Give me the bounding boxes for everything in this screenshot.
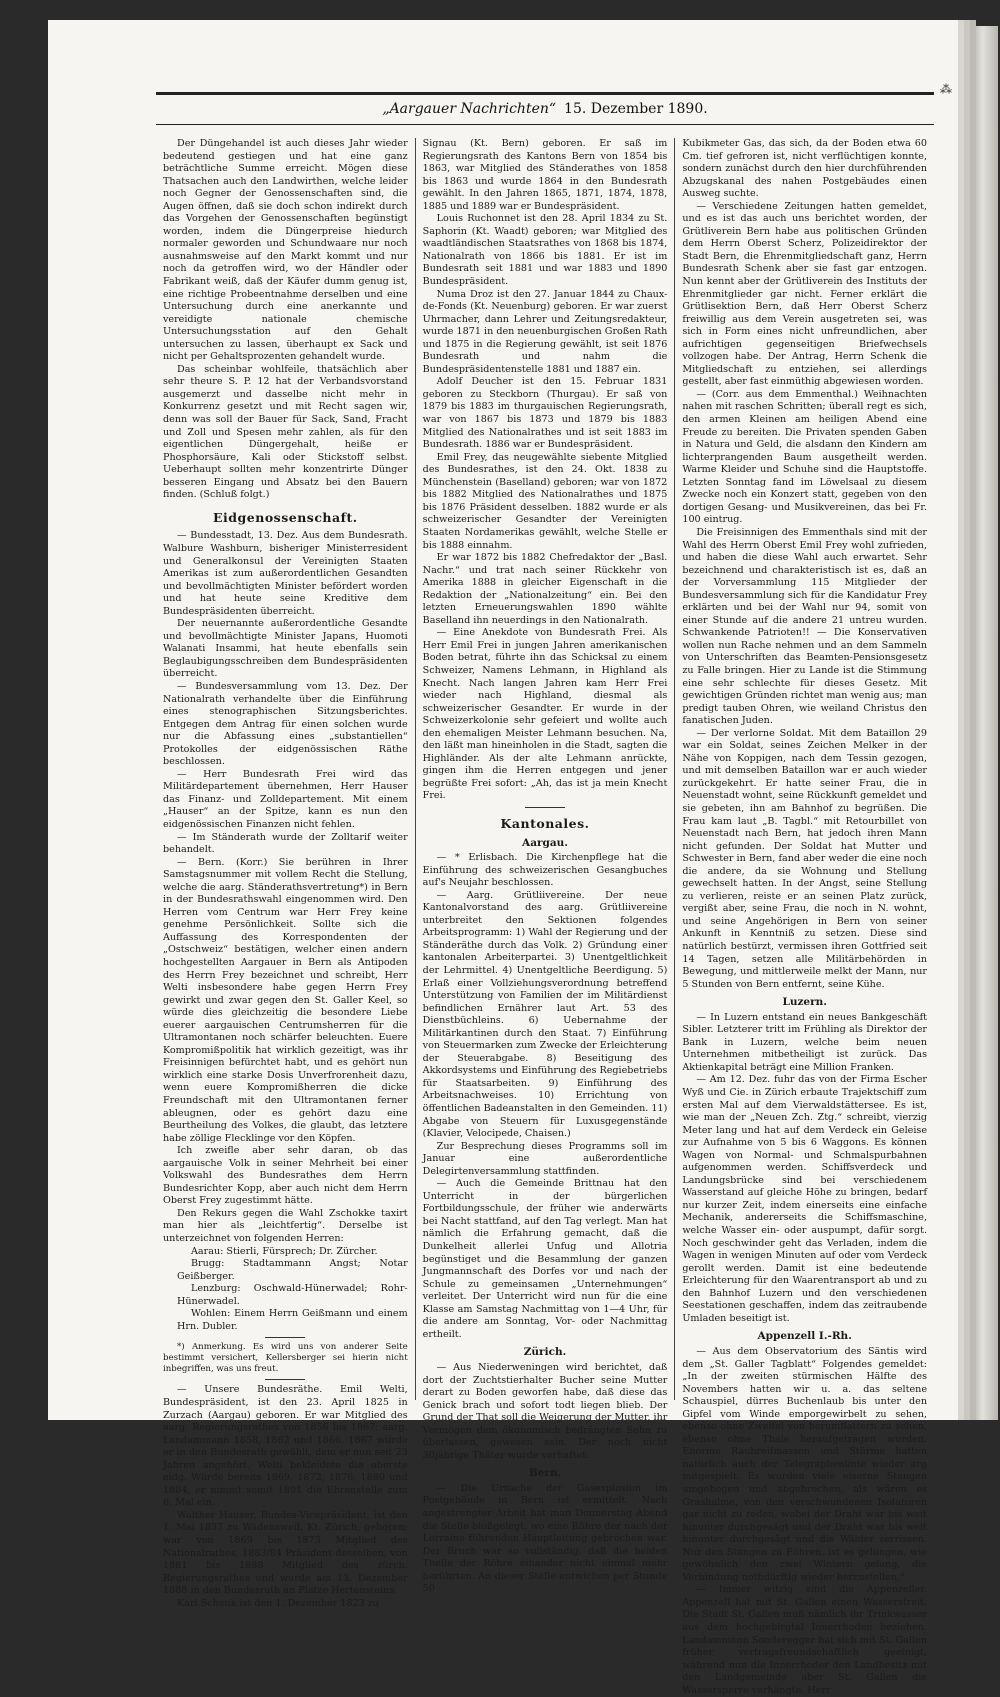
paragraph: Der Düngehandel ist auch dieses Jahr wieder bedeutend gestiegen und hat eine ganz beträchtliche Summe erreicht. Mögen diese Thatsachen auch den Landwirthen, welche leider noch Gegner der Genossenschaften sind, die Augen öffnen, daß sie doch schon indirekt durch das Vorgehen der Genossenschaften begünstigt worden, indem die Düngerpreise hiedurch normaler geworden und Schundwaare nur noch ausnahmsweise auf den Markt kommt und nur noch da getroffen wird, wo der Händler oder Fabrikant weiß, daß der Käufer dumm genug ist, eine richtige Probeentnahme derselben und eine Untersuchung durch eine anerkannte und vereidigte nationale chemische Untersuchungsstation auf den Gehalt untersuchen zu lassen, überhaupt ex Sack und nicht per Gehaltsprozenten gehandelt wurde. xyxy=(163,138,408,363)
paragraph: — Eine Anekdote von Bundesrath Frei. Als Herr Emil Frei in jungen Jahren amerikanischen Boden betrat, führte ihn das Schicksal zu einem Schweizer, Namens Lehmann, in Highland als Knecht. Nach langen Jahren kam Herr Frei wieder nach Highland, diesmal als schweizerischer Gesandter. Er wurde in der Schweizerkolonie sehr gefeiert und wollte auch den ehemaligen Meister Lehmann besuchen. Na, den läßt man hineinholen in die Stadt, sagten die Highländer. Als der alte Lehmann anrückte, gingen ihm die Herren entgegen und jener begrüßte Frei sofort: „Ah, das ist ja mein Knecht Frei. xyxy=(422,627,668,802)
subsection-heading: Luzern. xyxy=(782,996,827,1009)
divider xyxy=(525,807,565,808)
issue-date: 15. Dezember 1890. xyxy=(564,101,708,117)
subsection-heading: Bern. xyxy=(528,1467,562,1480)
article-columns xyxy=(156,138,934,1696)
paragraph: — Aarg. Grütliivereine. Der neue Kantonalvorstand des aarg. Grütliivereine unterbreitet den Sektionen folgendes Arbeitsprogramm: 1) Wahl der Regierung und der Ständeräthe durch das Volk. 2) Gründung einer kantonalen Arbeiterpartei. 3) Unentgeltlichkeit der Lehrmittel. 4) Unentgeltliche Beerdigung. 5) Erlaß einer Vollziehungsverordnung betreffend Unterstützung von Familien der im Militärdienst befindlichen Ernährer laut Art. 53 des Dienstbüchleins. 6) Uebernahme der Militärkantinen durch den Staat. 7) Einführung von Steuermarken zum Zwecke der Erleichterung der Steuerabgabe. 8) Beseitigung des Akkordsystems und Einführung des Regiebetriebs für Staatsarbeiten. 9) Einführung des Arbeitsnachweises. 10) Errichtung von öffentlichen Badeanstalten in den Gemeinden. 11) Abgabe von Steuern für Luxusgegenstände (Klavier, Velocipede, Chaisen.) xyxy=(422,889,668,1140)
list-item: Lenzburg: Oschwald-Hünerwadel; Rohr-Hünerwadel. xyxy=(177,1283,408,1307)
paragraph: — Auch die Gemeinde Brittnau hat den Unterricht in der bürgerlichen Fortbildungsschule, der früher wie anderwärts bei Nacht stattfand, auf den Tag verlegt. Man hat nämlich die Erfahrung gemacht, daß die Dunkelheit allerlei Unfug und Allotria begünstiget und die Besammlung der ganzen Jungmannschaft des Dorfes vor und nach der Schule zu gemeinsamen „Unternehmungen“ verleitet. Der Unterricht wird nun für die eine Klasse am Samstag Nachmittag von 1—4 Uhr, für die andere am Sonntag, Vor- oder Nachmittag ertheilt. xyxy=(422,1178,668,1340)
header-rule-bottom xyxy=(156,124,934,125)
paragraph: Den Rekurs gegen die Wahl Zschokke taxirt man hier als „leichtfertig“. Derselbe ist unterzeichnet von folgenden Herren: xyxy=(163,1207,408,1245)
column-3 xyxy=(674,138,934,1696)
corner-mark: ⁂ xyxy=(940,82,952,96)
newspaper-page xyxy=(48,20,958,1696)
paragraph: — Verschiedene Zeitungen hatten gemeldet, und es ist das auch uns berichtet worden, der Grütliverein Bern habe aus politischen Gründen dem Herrn Oberst Scherz, Polizeidirektor der Stadt Bern, die Ehrenmitgliedschaft ganz, Herrn Bundesrath Schenk aber sie fast gar entzogen. Nun kennt aber der Grütliverein des Instituts der Ehrenmitglieder gar nicht. Ferner erklärt die Grütlisektion Bern, daß Herr Oberst Scherz freiwillig aus dem Verein ausgetreten sei, was sich in Form eines nicht unfreundlichen, aber aufrichtigen gegenseitigen Briefwechsels vollzogen habe. Der Antrag, Herrn Schenk die Mitgliedschaft zu entziehen, sei allerdings gestellt, aber fast einmüthig abgewiesen worden. xyxy=(682,200,928,388)
paragraph: Ich zweifle aber sehr daran, ob das aargauische Volk in seiner Mehrheit bei einer Volkswahl des Bundesrathes dem Herrn Bundesrichter Kopp, aber auch nicht dem Herrn Oberst Frey zugestimmt hätte. xyxy=(163,1145,408,1207)
paragraph: — Aus dem Observatorium des Säntis wird dem „St. Galler Tagblatt“ Folgendes gemeldet: „In der zweiten stürmischen Hälfte des Novembers hatten wir u. a. das seltene Schauspiel, dürres Buchenlaub bis unter den Gipfel vom Winde emporgewirbelt zu sehen, ebenso ohne Zweifel von herumflattern zu sehen, ebenso ohne Thale heraufgetragen wurden. Enorme Rauhreifmassen und Stürme hatten natürlich auch der Telegraphenlinie wieder arg mitgespielt. Es wurden viele eiserne Stangen umgebogen und abgebrochen, als wären es Grashalme, von den verschwundenen Isolatoren gar nicht zu reden, wobei der Draht war bis weit hinunter durchgesägt und der Draht war bis weit hinunter durchgesägt und die Wälder zerrissen. Nur den Stangen zu Führen, ist es gelungen, wie gewöhnlich den zwei Wintern gelang, die Verbindung nothdürftig wieder herzustellen.“ xyxy=(682,1345,928,1583)
page-header xyxy=(156,96,934,122)
column-1 xyxy=(156,138,415,1609)
paragraph: Adolf Deucher ist den 15. Februar 1831 geboren zu Steckborn (Thurgau). Er saß von 1879 bis 1883 im thurgauischen Regierungsrath, war von 1867 bis 1873 und 1879 bis 1883 Mitglied des Nationalrathes und ist seit 1883 im Bundesrath. 1886 war er Bundespräsident. xyxy=(422,376,668,451)
paragraph: Er war 1872 bis 1882 Chefredaktor der „Basl. Nachr.“ und trat nach seiner Rückkehr von Amerika 1888 in gleicher Eigenschaft in die Redaktion der „Nationalzeitung“ ein. Bei den letzten Erneuerungswahlen 1890 wählte Baselland ihn neuerdings in den Nationalrath. xyxy=(422,552,668,626)
list-item: Brugg: Stadtammann Angst; Notar Geißberger. xyxy=(177,1258,408,1282)
paragraph: — Unsere Bundesräthe. Emil Welti, Bundespräsident, ist den 23. April 1825 in Zurzach (Aargau) geboren. Er war Mitglied des aarg. Regierungsrathes von 1856 bis 1867; aarg. Landammann 1858, 1862 und 1866. 1867 wurde er in den Bundesrath gewählt, dem er nun seit 23 Jahren angehört. Welti bekleidete die oberste eidg. Würde bereits 1869, 1872, 1876, 1880 und 1884, er nimmt somit 1891 die Ehrenstelle zum 6. Mal ein. xyxy=(163,1384,408,1509)
paragraph: Walther Hauser, Bundes-Vicepräsident, ist den 1. Mai 1837 zu Wädensweil, Kt. Zürich, geboren; war von 1869 bis 1873 Mitglied des Nationalrathes, 1883/84 Präsident desselben, von 1881 bis 1888 Mitglied des zürch. Regierungsrathes und wurde am 13. Dezember 1888 in den Bundesrath an Platze Hertensteins. xyxy=(163,1509,408,1597)
subsection-heading: Aargau. xyxy=(522,836,568,849)
paragraph: Die Freisinnigen des Emmenthals sind mit der Wahl des Herrn Oberst Emil Frey wohl zufrieden, und haben die diese Wahl auch erwartet. Sehr bezeichnend und charakteristisch ist es, daß an der Vorversammlung 115 Mitglieder der Bundesversammlung sich für die Kandidatur Frey erklärten und bei der Wahl nur 94, somit von einer Stunde auf die andere 21 untreu wurden. Schwankende Patrioten!! — Die Konservativen wollen nun Rache nehmen und an dem Sammeln von Unterschriften das Beamten-Pensionsgesetz zu Falle bringen. Hier zu Lande ist die Stimmung eine sehr schlechte für dieses Gesetz. Mit gewichtigen Gründen richtet man wenig aus; man predigt tauben Ohren, wie weiland Christus den fanatischen Juden. xyxy=(682,526,928,727)
newspaper-title: „Aargauer Nachrichten“ xyxy=(382,101,557,117)
paragraph: Karl Schenk ist den 1. Dezember 1823 zu xyxy=(177,1597,379,1609)
paragraph: — Herr Bundesrath Frei wird das Militärdepartement übernehmen, Herr Hauser das Finanz- und Zolldepartement. Mit einem „Hauser“ an der Spitze, kann es nun den eidgenössischen Finanzen nicht fehlen. xyxy=(163,768,408,830)
paragraph: Der neuernannte außerordentliche Gesandte und bevollmächtigte Minister Japans, Huomoti Walanati Insammi, hat heute ebenfalls sein Beglaubigungsschreiben dem Bundespräsidenten überreicht. xyxy=(163,618,408,680)
list-item: Wohlen: Einem Herrn Geißmann und einem Hrn. Dubler. xyxy=(177,1308,408,1332)
paragraph: — Im Ständerath wurde der Zolltarif weiter behandelt. xyxy=(163,831,408,856)
paragraph: Signau (Kt. Bern) geboren. Er saß im Regierungsrath des Kantons Bern von 1854 bis 1863, war Mitglied des Ständerathes von 1858 bis 1863 und wurde 1864 in den Bundesrath gewählt. In den Jahren 1865, 1871, 1874, 1878, 1885 und 1889 war er Bundespräsident. xyxy=(422,138,668,212)
page-stack-edge xyxy=(960,26,998,1420)
paragraph: Numa Droz ist den 27. Januar 1844 zu Chaux-de-Fonds (Kt. Neuenburg) geboren. Er war zuerst Uhrmacher, dann Lehrer und Zeitungsredakteur, wurde 1871 in den neuenburgischen Großen Rath und 1875 in die Regierung gewählt, ist seit 1876 Bundesrath und nahm die Bundespräsidentenstelle 1881 und 1887 ein. xyxy=(422,288,668,375)
column-2 xyxy=(415,138,675,1595)
paragraph: Louis Ruchonnet ist den 28. April 1834 zu St. Saphorin (Kt. Waadt) geboren; war Mitglied des waadtländischen Staatsrathes von 1868 bis 1874, Nationalrath von 1866 bis 1881. Er ist im Bundesrath seit 1881 und war 1883 und 1890 Bundespräsident. xyxy=(422,213,668,288)
divider xyxy=(265,1379,305,1380)
paragraph: — In Luzern entstand ein neues Bankgeschäft Sibler. Letzterer tritt im Frühling als Direktor der Bank in Luzern, welche beim neuen Unternehmen mitbetheiligt ist zurück. Das Aktienkapital beträgt eine Million Franken. xyxy=(682,1011,928,1073)
paragraph: — Bundesstadt, 13. Dez. Aus dem Bundesrath. Walbure Washburn, bisheriger Ministerresident und Generalkonsul der Vereinigten Staaten Amerikas ist zum außerordentlichen Gesandten und bevollmächtigten Minister befördert worden und hat heute seine Kreditive dem Bundespräsidenten überreicht. xyxy=(163,530,408,617)
subsection-heading: Zürich. xyxy=(523,1346,567,1359)
paragraph: Kubikmeter Gas, das sich, da der Boden etwa 60 Cm. tief gefroren ist, nicht verflüchtigen konnte, sondern zunächst durch den hier durchführenden Abzugskanal des nahen Postgebäudes einen Ausweg suchte. xyxy=(682,138,928,200)
paragraph: — Bundesversammlung vom 13. Dez. Der Nationalrath verhandelte über die Einführung eines stenographischen Sitzungsberichtes. Entgegen dem Antrag für einen solchen wurde nur die Abfassung eines „substantiellen“ Protokolles der eidgenössischen Räthe beschlossen. xyxy=(163,680,408,768)
paragraph: — Der verlorne Soldat. Mit dem Bataillon 29 war ein Soldat, seines Zeichen Melker in der Nähe von Koppigen, nach dem Tessin gezogen, und mit demselben Bataillon war er auch wieder zurückgekehrt. Er hatte seiner Frau, die in Neuenstadt wohnt, seine Rückkunft gemeldet und sie gebeten, ihn am Bahnhof zu begrüßen. Die Frau kam laut „B. Tagbl.“ mit Retourbillet von Neuenstadt nach Bern, hat jedoch ihren Mann nicht gefunden. Der Soldat hat Mutter und Schwester in Bern, fand aber weder die eine noch die andere, da sie Wohnung und Stellung gewechselt hatten. In der Angst, seine Stellung zu verlieren, reiste er an seinen Platz zurück, vergißt aber, seine Frau, die noch in N. wohnt, und seine Angehörigen in Bern von seiner Ankunft in Kenntniß zu setzen. Diese sind natürlich bestürzt, vermissen ihren Gottfried seit 14 Tagen, setzen alle Militärbehörden in Bewegung, und mittlerweile melkt der Mann, nur 5 Stunden von Bern entfernt, seine Kühe. xyxy=(682,727,928,990)
subsection-heading: Appenzell I.-Rh. xyxy=(757,1330,852,1343)
paragraph: — Die Ursache der Gasexplosion im Postgebäude in Bern ist ermittelt. Nach angestrengter Arbeit hat man Donnerstag Abend die Stelle bloßgelegt, wo eine Röhre der nach der Lorraine führenden Hauptleitung gebrochen war. Der Bruch war so vollständig, daß die beiden Theile der Röhre einander nicht einmal mehr berührten. An dieser Stelle entwichen per Stunde 50 xyxy=(422,1482,668,1595)
header-rule-top xyxy=(156,92,934,95)
paragraph: Das scheinbar wohlfeile, thatsächlich aber sehr theure S. P. 12 hat der Verbandsvorstand ausgemerzt und dasselbe nicht mehr in Konkurrenz gesetzt und mit Recht sagen wir, denn was soll der Bauer für Sack, Sand, Fracht und Zoll und Spesen mehr zahlen, als für den eigentlichen Düngergehalt, heiße er Phosphorsäure, Kali oder Stickstoff selbst. Ueberhaupt sollten mehr konzentrirte Dünger besseren Eingang und Absatz bei den Bauern finden. (Schluß folgt.) xyxy=(163,363,408,501)
section-heading: Kantonales. xyxy=(500,815,590,831)
paragraph: Zur Besprechung dieses Programms soll im Januar eine außerordentliche Delegirtenversammlung stattfinden. xyxy=(422,1140,668,1177)
divider xyxy=(265,1337,305,1338)
paragraph: — * Erlisbach. Die Kirchenpflege hat die Einführung des schweizerischen Gesangbuches auf's Neujahr beschlossen. xyxy=(422,852,668,889)
paragraph: — Aus Niederweningen wird berichtet, daß dort der Zuchtstierhalter Bucher seine Mutter derart zu Boden geworfen habe, daß diese das Genick brach und sofort todt liegen blieb. Der Grund der That soll die Weigerung der Mutter, ihr Vermögen dem ökonomisch bedrängten Sohn zu überlassen, gewesen sein. Der noch nicht 30jährige Thäter wurde verhaftet. xyxy=(422,1361,668,1461)
section-heading: Eidgenossenschaft. xyxy=(213,509,358,525)
footnote: *) Anmerkung. Es wird uns von anderer Seite bestimmt versichert, Kellersberger sei hierin nicht inbegriffen, was uns freut. xyxy=(163,1342,408,1375)
paragraph: — Immer witzig sind die Appenzeller. Appenzell hat mit St. Gallen einen Wasserstreit. Die Stadt St. Gallen muß nämlich ihr Trinkwasser aus dem hochgebirgtal Innerrhoden beziehen. Landammann Sonderegger hat sich mit St. Gallen früher vertragsfreundschaftlich geeinigt, während nun die Innerrhoder den Landbesitz mit den Landgemeinde aber St. Gallen die Wassersperre verhängte. Herr xyxy=(682,1584,928,1696)
paragraph: — Bern. (Korr.) Sie berühren in Ihrer Samstagsnummer mit vollem Recht die Stellung, welche die aarg. Ständerathsvertretung*) in Bern in der Bundesrathswahl eingenommen wird. Den Herren vom Centrum war Herr Frey keine genehme Persönlichkeit. Sollte sich die Auffassung des Korrespondenten der „Ostschweiz“ bestätigen, welcher einen andern hochgestellten Aargauer in Bern als Antipoden des Herrn Frey bezeichnet und schreibt, Herr Welti insbesondere habe gegen Herrn Frey gewirkt und zwar gegen den St. Galler Keel, so würde dies gleichzeitig die besondere Liebe euerer aargauischen Centrumsherren für die Ultramontanen noch schärfer beleuchten. Euere Kompromißpolitik hat wirklich gezeitigt, was ihr Freisinnigen befürchtet habt, und es gehört nun wirklich eine starke Dosis Unverfrorenheit dazu, wenn euere Kompromißherren die dicke Freundschaft mit den Ultramontanen ferner ableugnen, oder es gehört dazu eine Beurtheilung des Volkes, die glaubt, das letztere habe zöllige Flecklinge vor den Köpfen. xyxy=(163,856,408,1144)
paragraph: — Am 12. Dez. fuhr das von der Firma Escher Wyß und Cie. in Zürich erbaute Trajektschiff zum ersten Mal auf dem Vierwaldstättersee. Es ist, wie man der „Neuen Zch. Ztg.“ schreibt, vierzig Meter lang und hat auf dem Verdeck ein Geleise zur Aufnahme von 5 bis 6 Waggons. Es können Wagen von Normal- und Schmalspurbahnen aufgenommen werden. Schiffsverdeck und Landungsbrücke sind bei verschiedenem Wasserstand auf gleiche Höhe zu bringen, bedarf nur kurzer Zeit, indem einerseits eine einfache Mechanik, andererseits die Schiffsmaschine, welche Wasser ein- oder auspumpt, dafür sorgt. Noch geschwinder geht das Verladen, indem die Wagen in wenigen Minuten auf oder vom Verdeck gerollt werden. Damit ist eine bedeutende Erleichterung für den Waarentransport ab und zu den Bahnhof Luzern und den verschiedenen Seestationen geschaffen, indem das zeitraubende Umladen beseitigt ist. xyxy=(682,1074,928,1324)
paragraph: — (Corr. aus dem Emmenthal.) Weihnachten nahen mit raschen Schritten; überall regt es sich, den armen Kleinen am heiligen Abend eine Freude zu bereiten. Die Privaten spenden Gaben in Natura und Geld, die alsdann den Kindern am lichterprangenden Baum ausgetheilt werden. Warme Kleider und Schuhe sind die Hauptstoffe. Letzten Sonntag fand im Löwelsaal zu diesem Zwecke noch ein Konzert statt, gegeben von den dortigen Gesang- und Musikvereinen, das bei Fr. 100 eintrug. xyxy=(682,388,928,526)
list-item: Aarau: Stierli, Fürsprech; Dr. Zürcher. xyxy=(191,1245,378,1257)
paragraph: Emil Frey, das neugewählte siebente Mitglied des Bundesrathes, ist den 24. Okt. 1838 zu Münchenstein (Baselland) geboren; war von 1872 bis 1882 Mitglied des Nationalrathes und 1875 bis 1876 Präsident desselben. 1882 wurde er als schweizerischer Gesandter der Vereinigten Staaten Nordamerikas gewählt, welche Stelle er bis 1888 einnahm. xyxy=(422,451,668,551)
